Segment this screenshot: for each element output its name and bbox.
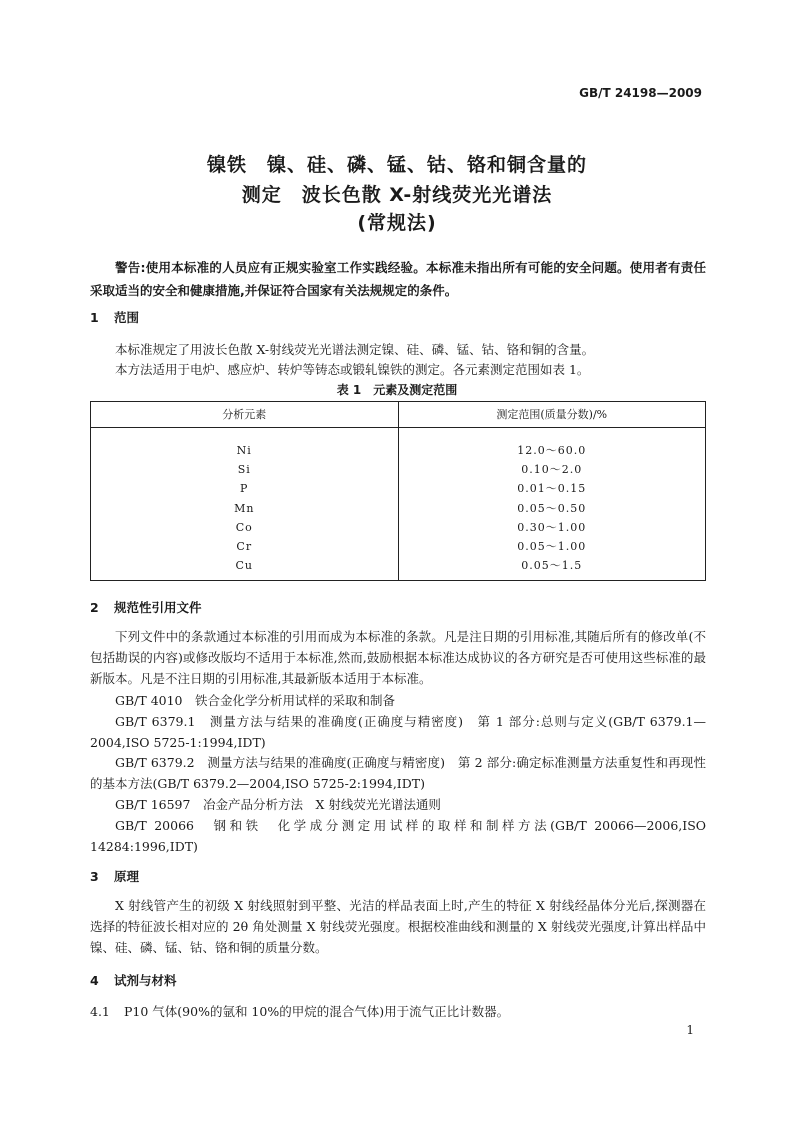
column-header-element: 分析元素 — [91, 402, 399, 427]
item-text: P10 气体(90%的氩和 10%的甲烷的混合气体)用于流气正比计数器。 — [124, 1004, 510, 1019]
table-caption: 表 1 元素及测定范围 — [336, 383, 458, 397]
element-column — [91, 428, 399, 581]
title-line-2: 测定 波长色散 X-射线荧光光谱法 — [241, 184, 553, 206]
table-cell-element: Co — [235, 520, 253, 534]
item-number: 4.1 — [90, 1004, 110, 1019]
section-title: 范围 — [114, 310, 140, 325]
table-cell-range: 0.30～1.00 — [517, 520, 587, 534]
section-4-heading — [90, 971, 177, 989]
column-header-range: 测定范围(质量分数)/% — [496, 408, 608, 421]
reference-item: GB/T 16597 冶金产品分析方法 X 射线荧光光谱法通则 — [115, 797, 441, 812]
table-cell-range: 12.0～60.0 — [517, 444, 587, 457]
section-number: 3 — [90, 869, 99, 884]
section-1-heading — [90, 308, 139, 326]
reagent-item-4-1 — [90, 1001, 706, 1022]
title-line-1: 镍铁 镍、硅、磷、锰、钴、铬和铜含量的 — [206, 154, 587, 176]
title-line-3: (常规法) — [357, 212, 437, 234]
element-range-table — [90, 401, 706, 581]
reference-item: GB/T 6379.2 测量方法与结果的准确度(正确度与精密度) 第 2 部分:确定标准测量方法重复性和再现性的基本方法(GB/T 6379.2—2004,ISO 5725-2:1994,IDT) — [90, 755, 706, 791]
section-title: 试剂与材料 — [114, 973, 177, 988]
table-header-row — [91, 402, 705, 428]
reference-item: GB/T 20066 钢和铁 化学成分测定用试样的取样和制样方法(GB/T 20066—2006,ISO 14284:1996,IDT) — [90, 818, 706, 854]
scope-paragraph-1: 本标准规定了用波长色散 X-射线荧光光谱法测定镍、硅、磷、锰、钴、铬和铜的含量。 — [115, 342, 595, 357]
page-number: 1 — [686, 1023, 694, 1037]
table-cell-range: 0.05～0.50 — [517, 501, 587, 515]
section-title: 原理 — [114, 869, 140, 884]
table-cell-element: Cu — [235, 559, 253, 573]
reference-item: GB/T 4010 铁合金化学分析用试样的采取和制备 — [115, 693, 396, 708]
table-cell-range: 0.05～1.5 — [521, 559, 583, 573]
table-cell-element: P — [240, 482, 249, 496]
table-cell-range: 0.05～1.00 — [517, 540, 587, 554]
section-number: 1 — [90, 310, 99, 325]
table-cell-element: Si — [237, 463, 251, 477]
table-cell-range: 0.10～2.0 — [521, 463, 583, 477]
table-cell-element: Ni — [236, 444, 252, 457]
section-number: 4 — [90, 973, 99, 988]
section-3-heading — [90, 867, 139, 885]
warning-notice: 警告:使用本标准的人员应有正规实验室工作实践经验。本标准未指出所有可能的安全问题。使用者有责任采取适当的安全和健康措施,并保证符合国家有关法规规定的条件。 — [90, 260, 706, 298]
section-2-heading — [90, 598, 202, 616]
standard-code: GB/T 24198—2009 — [579, 86, 702, 100]
range-column — [399, 428, 706, 581]
reference-item: GB/T 6379.1 测量方法与结果的准确度(正确度与精密度) 第 1 部分:总则与定义(GB/T 6379.1—2004,ISO 5725-1:1994,IDT) — [90, 714, 706, 750]
section-title: 规范性引用文件 — [114, 600, 202, 615]
section-number: 2 — [90, 600, 99, 615]
table-cell-element: Mn — [234, 501, 255, 515]
table-body — [91, 428, 705, 581]
table-cell-range: 0.01～0.15 — [517, 482, 587, 496]
normative-refs-intro: 下列文件中的条款通过本标准的引用而成为本标准的条款。凡是注日期的引用标准,其随后所有的修改单(不包括勘误的内容)或修改版均不适用于本标准,然而,鼓励根据本标准达成协议的各方研究是否可使用这些标准的最新版本。凡是不注日期的引用标准,其最新版本适用于本标准。 — [90, 629, 706, 686]
principle-paragraph: X 射线管产生的初级 X 射线照射到平整、光洁的样品表面上时,产生的特征 X 射线经晶体分光后,探测器在选择的特征波长相对应的 2θ 角处测量 X 射线荧光强度。根据校准曲线和测量的 X 射线荧光强度,计算出样品中镍、硅、磷、锰、钴、铬和铜的质量分数。 — [90, 898, 706, 955]
table-cell-element: Cr — [236, 540, 253, 554]
scope-paragraph-2: 本方法适用于电炉、感应炉、转炉等铸态或锻轧镍铁的测定。各元素测定范围如表 1。 — [115, 362, 590, 377]
